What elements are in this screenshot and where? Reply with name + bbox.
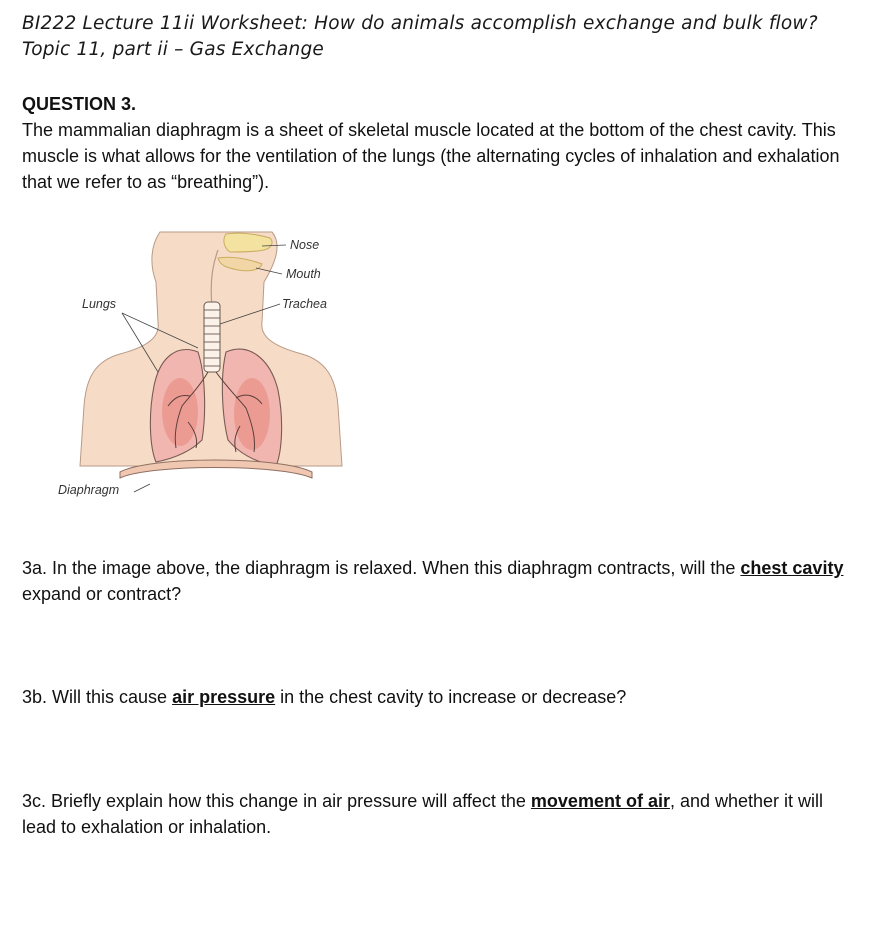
q3c-text-before: 3c. Briefly explain how this change in air pressure will affect the (22, 791, 531, 811)
worksheet-header (22, 11, 862, 63)
q3b-text-before: 3b. Will this cause (22, 687, 173, 707)
question-title: QUESTION 3. (22, 94, 137, 114)
worksheet-title: BI222 Lecture 11ii Worksheet: How do animals accomplish exchange and bulk flow? (22, 13, 818, 34)
q3b-emphasis: air pressure (172, 687, 276, 707)
respiratory-system-diagram (50, 226, 380, 520)
label-mouth: Mouth (286, 267, 321, 281)
question-intro: The mammalian diaphragm is a sheet of skeletal muscle located at the bottom of the chest cavity. This muscle is what allows for the ventilation of the lungs (the alternating cycles of inhalation and exhalation that we refer to as “breathing”). (22, 120, 840, 192)
question-3a (22, 555, 852, 607)
trachea (204, 302, 220, 372)
q3c-emphasis: movement of air (530, 791, 670, 811)
q3a-text-before: 3a. In the image above, the diaphragm is relaxed. When this diaphragm contracts, will the (22, 558, 741, 578)
q3a-text-after: expand or contract? (22, 584, 182, 604)
q3c-text-after: , and whether it will lead to exhalation or inhalation. (22, 791, 824, 837)
worksheet-subtitle: Topic 11, part ii – Gas Exchange (22, 39, 324, 60)
label-lungs: Lungs (82, 297, 117, 311)
label-diaphragm: Diaphragm (58, 483, 120, 497)
q3a-emphasis: chest cavity (740, 558, 844, 578)
right-lung-inner (234, 378, 270, 450)
label-trachea: Trachea (282, 297, 327, 311)
question-3c (22, 788, 852, 840)
respiratory-system-illustration (50, 226, 380, 520)
q3b-text-after: in the chest cavity to increase or decrease? (275, 687, 627, 707)
label-nose: Nose (290, 238, 320, 252)
question-3b (22, 684, 852, 710)
